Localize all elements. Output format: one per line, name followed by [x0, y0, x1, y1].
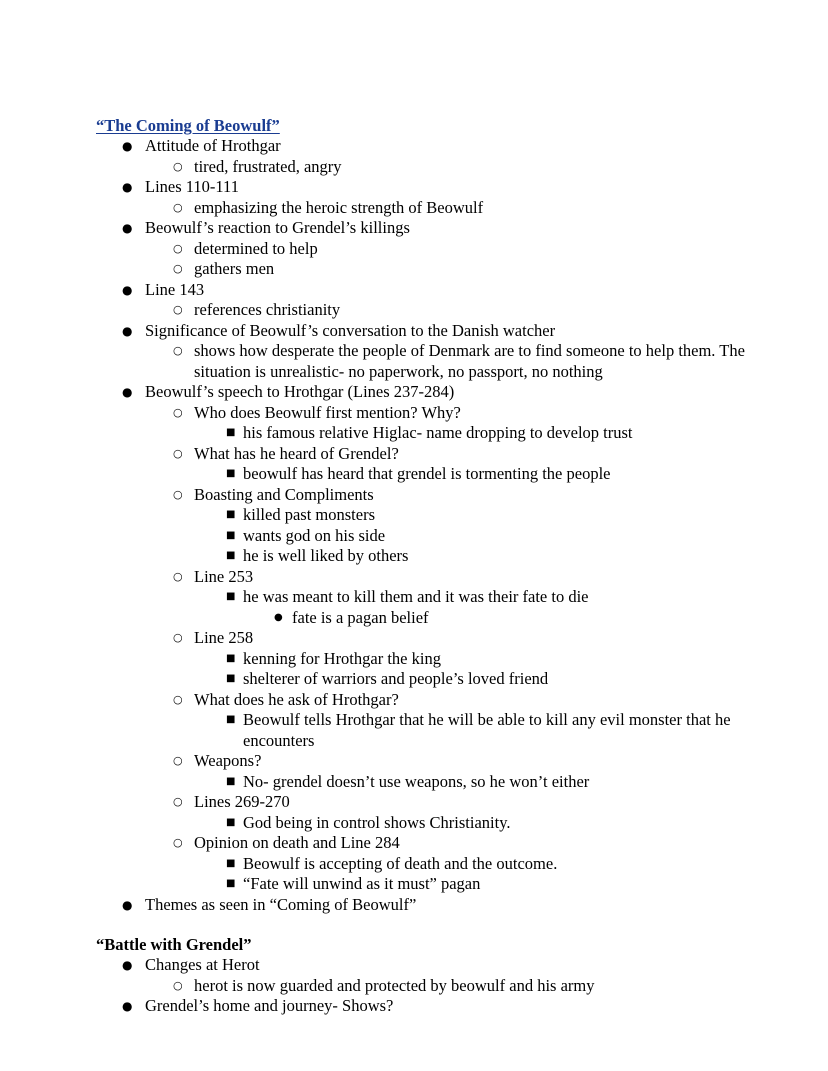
- outline-item-level-3: [96, 710, 746, 751]
- outline-item-text: What has he heard of Grendel?: [194, 443, 399, 463]
- bullet-level-2-icon: ○: [173, 200, 183, 214]
- outline-item-level-3: [96, 649, 746, 670]
- outline-item-level-3: [96, 813, 746, 834]
- outline-item-text: shows how desperate the people of Denmark are to find someone to help them. The situation is unrealistic- no paperwork, no passport, no nothing: [194, 341, 745, 381]
- outline-item-level-3: [96, 464, 746, 485]
- bullet-level-2-icon: ○: [173, 262, 183, 275]
- outline-item-level-1: [96, 136, 746, 157]
- outline-item-text: Line 258: [194, 628, 254, 647]
- bullet-level-3-icon: ■: [226, 673, 236, 684]
- bullet-level-1-icon: ●: [122, 221, 133, 235]
- outline-item-level-2: [96, 628, 746, 649]
- outline-item-text: “Fate will unwind as it must” pagan: [243, 874, 481, 893]
- outline-item-level-2: [96, 690, 746, 711]
- bullet-level-2-icon: ○: [173, 631, 183, 644]
- outline-item-text: gathers men: [194, 259, 275, 278]
- bullet-level-2-icon: ○: [173, 241, 183, 255]
- outline-item-level-3: [96, 669, 746, 690]
- outline-item-text: Line 143: [145, 279, 205, 299]
- outline-item-level-2: [96, 403, 746, 424]
- outline-item-text: references christianity: [194, 300, 341, 319]
- bullet-level-1-icon: ●: [122, 999, 133, 1013]
- outline-item-level-2: [96, 259, 746, 280]
- outline-item-text: Changes at Herot: [145, 955, 260, 974]
- bullet-level-2-icon: ○: [173, 344, 183, 357]
- outline-item-text: No- grendel doesn’t use weapons, so he won’t either: [243, 771, 590, 791]
- bullet-level-1-icon: ●: [122, 323, 133, 338]
- outline-item-level-3: [96, 505, 746, 526]
- outline-item-text: Opinion on death and Line 284: [194, 833, 400, 852]
- bullet-level-2-icon: ○: [173, 795, 183, 808]
- outline-item-level-3: [96, 874, 746, 895]
- outline-item-text: beowulf has heard that grendel is tormenting the people: [243, 464, 611, 483]
- bullet-level-3-icon: ■: [226, 550, 236, 561]
- outline-item-text: herot is now guarded and protected by beowulf and his army: [194, 975, 595, 995]
- bullet-level-3-icon: ■: [226, 427, 236, 438]
- outline-item-level-3: [96, 546, 746, 567]
- outline-item-text: Lines 110-111: [145, 177, 239, 196]
- bullet-level-2-icon: ○: [173, 836, 183, 849]
- outline-item-text: fate is a pagan belief: [292, 607, 429, 627]
- outline-item-text: tired, frustrated, angry: [194, 156, 342, 176]
- bullet-level-2-icon: ○: [173, 754, 183, 767]
- outline-item-level-2: [96, 239, 746, 260]
- outline-item-level-2: [96, 157, 746, 178]
- bullet-level-2-icon: ○: [173, 487, 183, 501]
- outline-item-text: Who does Beowulf first mention? Why?: [194, 402, 461, 422]
- outline-item-level-2: [96, 300, 746, 321]
- outline-item-text: Significance of Beowulf’s conversation to the Danish watcher: [145, 320, 556, 340]
- outline-item-level-1: [96, 996, 746, 1017]
- outline-item-level-2: [96, 792, 746, 813]
- outline-item-level-1: [96, 321, 746, 342]
- outline-item-level-2: [96, 198, 746, 219]
- outline-item-text: killed past monsters: [243, 505, 375, 524]
- bullet-level-3-icon: ■: [226, 591, 236, 602]
- outline-item-level-2: [96, 341, 746, 382]
- bullet-level-1-icon: ●: [122, 139, 133, 153]
- bullet-level-1-icon: ●: [122, 958, 133, 972]
- outline-item-text: determined to help: [194, 238, 318, 258]
- bullet-level-1-icon: ●: [122, 897, 133, 912]
- outline-item-text: Beowulf tells Hrothgar that he will be able to kill any evil monster that he encounters: [243, 710, 731, 750]
- bullet-level-2-icon: ○: [173, 569, 183, 583]
- bullet-level-2-icon: ○: [173, 405, 183, 419]
- outline-item-level-2: [96, 485, 746, 506]
- bullet-level-2-icon: ○: [173, 159, 183, 173]
- outline-item-text: Line 253: [194, 566, 254, 586]
- bullet-level-1-icon: ●: [122, 282, 133, 297]
- outline-item-level-3: [96, 526, 746, 547]
- bullet-level-3-icon: ■: [226, 468, 236, 479]
- outline-item-text: emphasizing the heroic strength of Beowulf: [194, 197, 484, 217]
- bullet-level-3-icon: ■: [226, 816, 236, 828]
- outline-item-text: Lines 269-270: [194, 792, 290, 811]
- outline-item-text: kenning for Hrothgar the king: [243, 648, 441, 668]
- outline-item-level-3: [96, 423, 746, 444]
- bullet-level-2-icon: ○: [173, 692, 183, 706]
- bullet-level-3-icon: ■: [226, 714, 236, 725]
- outline-item-level-1: [96, 218, 746, 239]
- outline-item-level-3: [96, 772, 746, 793]
- bullet-level-2-icon: ○: [173, 446, 183, 460]
- outline-item-text: he was meant to kill them and it was their fate to die: [243, 587, 589, 606]
- outline-list: [96, 955, 746, 1017]
- document-body: [96, 116, 746, 1017]
- outline-item-level-1: [96, 955, 746, 976]
- bullet-level-3-icon: ■: [226, 878, 236, 889]
- outline-item-level-1: [96, 382, 746, 403]
- outline-item-level-4: [96, 608, 746, 629]
- bullet-level-1-icon: ●: [122, 385, 133, 399]
- outline-item-text: Themes as seen in “Coming of Beowulf”: [145, 894, 417, 914]
- outline-item-level-1: [96, 895, 746, 916]
- outline-item-text: Beowulf is accepting of death and the outcome.: [243, 853, 558, 873]
- outline-item-level-2: [96, 833, 746, 854]
- outline-item-level-3: [96, 587, 746, 608]
- outline-item-level-2: [96, 976, 746, 997]
- outline-item-level-3: [96, 854, 746, 875]
- outline-item-text: shelterer of warriors and people’s loved friend: [243, 669, 549, 688]
- bullet-level-2-icon: ○: [173, 303, 183, 316]
- outline-item-text: Weapons?: [194, 751, 262, 770]
- outline-item-level-2: [96, 567, 746, 588]
- bullet-level-3-icon: ■: [226, 652, 236, 664]
- section-heading: “Battle with Grendel”: [96, 935, 252, 954]
- section-heading: “The Coming of Beowulf”: [96, 116, 280, 135]
- outline-item-text: What does he ask of Hrothgar?: [194, 689, 399, 709]
- bullet-level-1-icon: ●: [122, 180, 133, 194]
- outline-list: [96, 136, 746, 915]
- outline-item-text: Beowulf’s reaction to Grendel’s killings: [145, 218, 410, 237]
- outline-item-text: his famous relative Higlac- name dropping to develop trust: [243, 423, 633, 442]
- outline-item-text: Grendel’s home and journey- Shows?: [145, 996, 394, 1015]
- bullet-level-3-icon: ■: [226, 775, 236, 787]
- outline-item-text: Beowulf’s speech to Hrothgar (Lines 237-284): [145, 382, 455, 401]
- bullet-level-3-icon: ■: [226, 529, 236, 541]
- outline-item-level-2: [96, 444, 746, 465]
- outline-item-text: wants god on his side: [243, 525, 386, 545]
- outline-item-text: God being in control shows Christianity.: [243, 812, 511, 832]
- outline-item-level-1: [96, 177, 746, 198]
- outline-item-level-1: [96, 280, 746, 301]
- bullet-level-3-icon: ■: [226, 509, 236, 520]
- bullet-level-2-icon: ○: [173, 978, 183, 992]
- outline-item-text: Boasting and Compliments: [194, 484, 374, 504]
- bullet-level-4-icon: ●: [274, 611, 283, 623]
- bullet-level-3-icon: ■: [226, 857, 236, 869]
- section-spacer: [96, 915, 746, 935]
- outline-item-text: he is well liked by others: [243, 546, 409, 565]
- outline-item-level-2: [96, 751, 746, 772]
- outline-item-text: Attitude of Hrothgar: [145, 136, 281, 155]
